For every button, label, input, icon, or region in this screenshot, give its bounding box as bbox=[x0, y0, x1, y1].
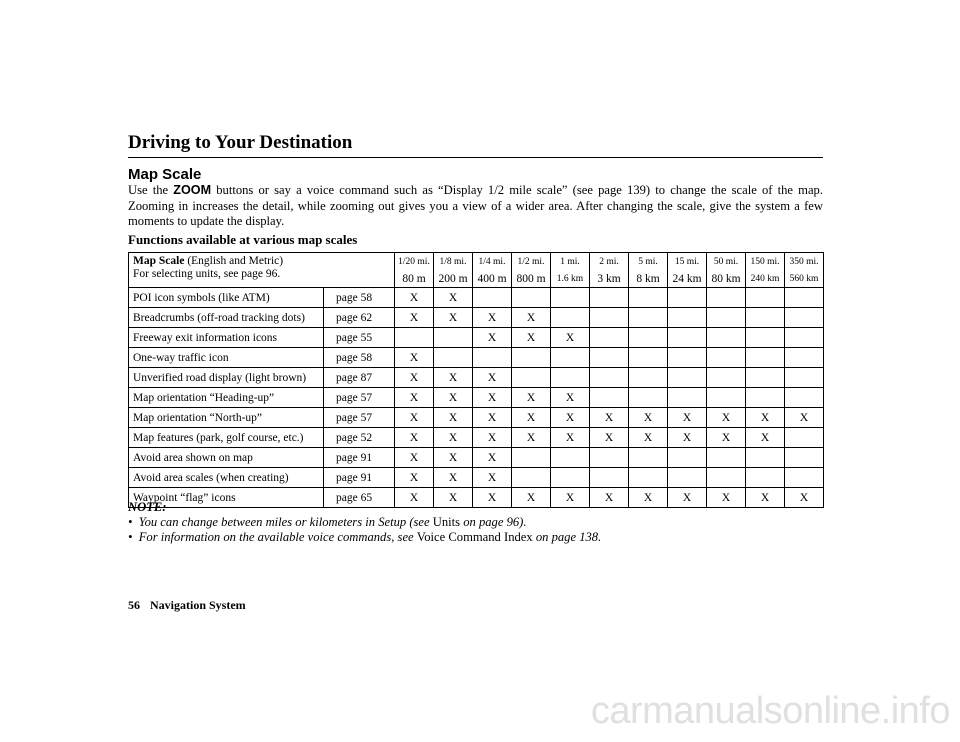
availability-mark-cell bbox=[551, 368, 590, 388]
scale-miles-cell: 15 mi. bbox=[668, 253, 707, 271]
availability-mark-cell: X bbox=[746, 428, 785, 448]
scale-miles-cell: 150 mi. bbox=[746, 253, 785, 271]
availability-mark-cell bbox=[473, 348, 512, 368]
scale-miles-cell: 1/2 mi. bbox=[512, 253, 551, 271]
availability-mark-cell: X bbox=[434, 428, 473, 448]
note-text: For information on the available voice commands, see bbox=[138, 530, 417, 544]
availability-mark-cell: X bbox=[551, 428, 590, 448]
page-ref-cell: page 55 bbox=[324, 328, 395, 348]
availability-mark-cell bbox=[590, 288, 629, 308]
availability-mark-cell: X bbox=[434, 288, 473, 308]
table-row bbox=[129, 388, 824, 408]
availability-mark-cell: X bbox=[395, 448, 434, 468]
availability-mark-cell bbox=[746, 328, 785, 348]
availability-mark-cell: X bbox=[395, 488, 434, 508]
availability-mark-cell bbox=[746, 468, 785, 488]
scale-miles-cell: 50 mi. bbox=[707, 253, 746, 271]
availability-mark-cell bbox=[551, 308, 590, 328]
scale-miles-cell: 1 mi. bbox=[551, 253, 590, 271]
availability-mark-cell: X bbox=[590, 428, 629, 448]
availability-mark-cell bbox=[785, 308, 824, 328]
function-name-cell: Map orientation “North-up” bbox=[129, 408, 324, 428]
availability-mark-cell bbox=[668, 288, 707, 308]
availability-mark-cell bbox=[668, 348, 707, 368]
availability-mark-cell bbox=[473, 288, 512, 308]
note-item-units: • You can change between miles or kilometers in Setup (see Units on page 96). bbox=[128, 515, 527, 529]
scale-miles-cell: 350 mi. bbox=[785, 253, 824, 271]
availability-mark-cell: X bbox=[629, 428, 668, 448]
availability-mark-cell: X bbox=[395, 368, 434, 388]
function-name-cell: Map orientation “Heading-up” bbox=[129, 388, 324, 408]
availability-mark-cell: X bbox=[707, 428, 746, 448]
availability-mark-cell bbox=[629, 468, 668, 488]
availability-mark-cell bbox=[629, 448, 668, 468]
availability-mark-cell bbox=[785, 368, 824, 388]
availability-mark-cell bbox=[551, 468, 590, 488]
availability-mark-cell: X bbox=[395, 408, 434, 428]
availability-mark-cell bbox=[785, 428, 824, 448]
availability-mark-cell bbox=[590, 388, 629, 408]
availability-mark-cell: X bbox=[512, 408, 551, 428]
table-row bbox=[129, 468, 824, 488]
availability-mark-cell bbox=[668, 328, 707, 348]
availability-mark-cell: X bbox=[551, 488, 590, 508]
availability-mark-cell: X bbox=[395, 428, 434, 448]
availability-mark-cell bbox=[629, 308, 668, 328]
scale-metric-cell: 80 km bbox=[707, 270, 746, 288]
availability-mark-cell bbox=[785, 468, 824, 488]
availability-mark-cell bbox=[707, 368, 746, 388]
availability-mark-cell bbox=[785, 388, 824, 408]
availability-mark-cell bbox=[707, 468, 746, 488]
availability-mark-cell bbox=[434, 348, 473, 368]
scale-miles-cell: 1/4 mi. bbox=[473, 253, 512, 271]
function-name-cell: Unverified road display (light brown) bbox=[129, 368, 324, 388]
availability-mark-cell bbox=[590, 308, 629, 328]
availability-mark-cell: X bbox=[434, 408, 473, 428]
scale-miles-cell: 1/20 mi. bbox=[395, 253, 434, 271]
availability-mark-cell bbox=[746, 308, 785, 328]
footer-label: Navigation System bbox=[150, 598, 246, 612]
section-heading: Map Scale bbox=[128, 166, 202, 183]
availability-mark-cell: X bbox=[512, 308, 551, 328]
availability-mark-cell bbox=[551, 448, 590, 468]
availability-mark-cell bbox=[668, 308, 707, 328]
note-item-voice: • For information on the available voice commands, see Voice Command Index on page 138. bbox=[128, 530, 602, 544]
availability-mark-cell: X bbox=[473, 308, 512, 328]
page-ref-cell: page 65 bbox=[324, 488, 395, 508]
title-rule bbox=[128, 157, 823, 158]
page-ref-cell: page 91 bbox=[324, 448, 395, 468]
page-title: Driving to Your Destination bbox=[128, 132, 353, 153]
scale-metric-cell: 400 m bbox=[473, 270, 512, 288]
header-english-metric: (English and Metric) bbox=[184, 255, 284, 267]
availability-mark-cell bbox=[746, 368, 785, 388]
availability-mark-cell: X bbox=[629, 488, 668, 508]
scale-metric-cell: 240 km bbox=[746, 270, 785, 288]
availability-mark-cell bbox=[707, 388, 746, 408]
availability-mark-cell bbox=[512, 448, 551, 468]
availability-mark-cell: X bbox=[746, 408, 785, 428]
note-text: You can change between miles or kilometers in Setup (see bbox=[138, 515, 433, 529]
availability-mark-cell bbox=[395, 328, 434, 348]
availability-mark-cell: X bbox=[395, 388, 434, 408]
availability-mark-cell bbox=[668, 368, 707, 388]
availability-mark-cell bbox=[551, 348, 590, 368]
map-scale-table bbox=[128, 252, 824, 508]
availability-mark-cell: X bbox=[395, 348, 434, 368]
availability-mark-cell bbox=[707, 348, 746, 368]
availability-mark-cell bbox=[707, 448, 746, 468]
function-name-cell: Avoid area shown on map bbox=[129, 448, 324, 468]
availability-mark-cell bbox=[590, 328, 629, 348]
availability-mark-cell: X bbox=[512, 488, 551, 508]
availability-mark-cell: X bbox=[551, 328, 590, 348]
availability-mark-cell bbox=[590, 448, 629, 468]
availability-mark-cell: X bbox=[590, 408, 629, 428]
availability-mark-cell bbox=[629, 348, 668, 368]
note-text: on page 96). bbox=[460, 515, 527, 529]
availability-mark-cell bbox=[629, 368, 668, 388]
zoom-button-label: ZOOM bbox=[173, 183, 212, 197]
header-row-miles bbox=[129, 253, 824, 271]
table-header-cell bbox=[129, 253, 395, 288]
availability-mark-cell: X bbox=[434, 448, 473, 468]
function-name-cell: Freeway exit information icons bbox=[129, 328, 324, 348]
function-name-cell: One-way traffic icon bbox=[129, 348, 324, 368]
availability-mark-cell: X bbox=[434, 368, 473, 388]
scale-metric-cell: 24 km bbox=[668, 270, 707, 288]
function-name-cell: Breadcrumbs (off-road tracking dots) bbox=[129, 308, 324, 328]
availability-mark-cell bbox=[785, 328, 824, 348]
table-row bbox=[129, 368, 824, 388]
availability-mark-cell: X bbox=[434, 468, 473, 488]
note-label: NOTE: bbox=[128, 500, 167, 514]
availability-mark-cell bbox=[668, 448, 707, 468]
availability-mark-cell bbox=[746, 448, 785, 468]
scale-metric-cell: 800 m bbox=[512, 270, 551, 288]
availability-mark-cell: X bbox=[512, 388, 551, 408]
availability-mark-cell bbox=[629, 288, 668, 308]
availability-mark-cell bbox=[629, 328, 668, 348]
page-ref-cell: page 91 bbox=[324, 468, 395, 488]
availability-mark-cell bbox=[746, 388, 785, 408]
scale-miles-cell: 5 mi. bbox=[629, 253, 668, 271]
availability-mark-cell: X bbox=[512, 328, 551, 348]
note-ref-voice-index: Voice Command Index bbox=[416, 530, 533, 544]
availability-mark-cell: X bbox=[668, 428, 707, 448]
availability-mark-cell: X bbox=[590, 488, 629, 508]
scale-miles-cell: 1/8 mi. bbox=[434, 253, 473, 271]
availability-mark-cell: X bbox=[473, 428, 512, 448]
page-ref-cell: page 57 bbox=[324, 408, 395, 428]
page-number: 56 bbox=[128, 598, 140, 612]
availability-mark-cell: X bbox=[395, 288, 434, 308]
availability-mark-cell bbox=[668, 388, 707, 408]
availability-mark-cell: X bbox=[473, 468, 512, 488]
table-heading: Functions available at various map scales bbox=[128, 232, 358, 247]
table-row bbox=[129, 308, 824, 328]
table-row bbox=[129, 448, 824, 468]
intro-after: buttons or say a voice command such as “Display 1/2 mile scale” (see page 139) to change the scale of the map. Zooming in increases the detail, while zooming out gives you a view of a wider area. After changing the scale, give the system a few moments to update the display. bbox=[128, 183, 823, 228]
availability-mark-cell: X bbox=[551, 408, 590, 428]
scale-metric-cell: 3 km bbox=[590, 270, 629, 288]
availability-mark-cell bbox=[512, 348, 551, 368]
availability-mark-cell: X bbox=[785, 488, 824, 508]
availability-mark-cell bbox=[629, 388, 668, 408]
availability-mark-cell: X bbox=[395, 308, 434, 328]
scale-metric-cell: 8 km bbox=[629, 270, 668, 288]
availability-mark-cell: X bbox=[512, 428, 551, 448]
note-text: on page 138. bbox=[532, 530, 602, 544]
availability-mark-cell: X bbox=[473, 368, 512, 388]
availability-mark-cell bbox=[785, 288, 824, 308]
page-ref-cell: page 52 bbox=[324, 428, 395, 448]
header-map-scale: Map Scale bbox=[133, 255, 185, 267]
header-units-note: For selecting units, see page 96. bbox=[133, 268, 281, 280]
availability-mark-cell: X bbox=[707, 488, 746, 508]
availability-mark-cell bbox=[707, 328, 746, 348]
scale-metric-cell: 200 m bbox=[434, 270, 473, 288]
availability-mark-cell bbox=[590, 368, 629, 388]
page-ref-cell: page 57 bbox=[324, 388, 395, 408]
availability-mark-cell: X bbox=[668, 488, 707, 508]
availability-mark-cell: X bbox=[473, 328, 512, 348]
availability-mark-cell bbox=[707, 288, 746, 308]
page-ref-cell: page 87 bbox=[324, 368, 395, 388]
availability-mark-cell bbox=[746, 288, 785, 308]
availability-mark-cell: X bbox=[434, 388, 473, 408]
availability-mark-cell: X bbox=[473, 448, 512, 468]
availability-mark-cell bbox=[668, 468, 707, 488]
availability-mark-cell bbox=[512, 288, 551, 308]
availability-mark-cell: X bbox=[473, 408, 512, 428]
availability-mark-cell bbox=[551, 288, 590, 308]
availability-mark-cell: X bbox=[395, 468, 434, 488]
intro-before: Use the bbox=[128, 183, 174, 197]
availability-mark-cell: X bbox=[473, 488, 512, 508]
availability-mark-cell bbox=[512, 368, 551, 388]
page-ref-cell: page 58 bbox=[324, 348, 395, 368]
availability-mark-cell bbox=[785, 348, 824, 368]
availability-mark-cell bbox=[512, 468, 551, 488]
availability-mark-cell: X bbox=[434, 488, 473, 508]
scale-metric-cell: 80 m bbox=[395, 270, 434, 288]
availability-mark-cell: X bbox=[785, 408, 824, 428]
availability-mark-cell bbox=[590, 348, 629, 368]
availability-mark-cell bbox=[746, 348, 785, 368]
scale-metric-cell: 560 km bbox=[785, 270, 824, 288]
scale-metric-cell: 1.6 km bbox=[551, 270, 590, 288]
function-name-cell: Avoid area scales (when creating) bbox=[129, 468, 324, 488]
table-row bbox=[129, 428, 824, 448]
availability-mark-cell: X bbox=[746, 488, 785, 508]
page-ref-cell: page 58 bbox=[324, 288, 395, 308]
note-block bbox=[128, 500, 601, 545]
table-row bbox=[129, 408, 824, 428]
availability-mark-cell bbox=[434, 328, 473, 348]
page-footer bbox=[128, 598, 246, 613]
availability-mark-cell: X bbox=[473, 388, 512, 408]
availability-mark-cell bbox=[785, 448, 824, 468]
availability-mark-cell bbox=[707, 308, 746, 328]
availability-mark-cell bbox=[590, 468, 629, 488]
availability-mark-cell: X bbox=[707, 408, 746, 428]
function-name-cell: POI icon symbols (like ATM) bbox=[129, 288, 324, 308]
availability-mark-cell: X bbox=[629, 408, 668, 428]
table-row bbox=[129, 288, 824, 308]
availability-mark-cell: X bbox=[551, 388, 590, 408]
availability-mark-cell: X bbox=[434, 308, 473, 328]
availability-mark-cell: X bbox=[668, 408, 707, 428]
note-ref-units: Units bbox=[432, 515, 461, 529]
intro-paragraph bbox=[128, 183, 823, 230]
function-name-cell: Map features (park, golf course, etc.) bbox=[129, 428, 324, 448]
watermark-logo: carmanualsonline.info bbox=[590, 690, 950, 732]
table-row bbox=[129, 328, 824, 348]
function-name-cell: Waypoint “flag” icons bbox=[129, 488, 324, 508]
table-row bbox=[129, 348, 824, 368]
scale-miles-cell: 2 mi. bbox=[590, 253, 629, 271]
page-ref-cell: page 62 bbox=[324, 308, 395, 328]
